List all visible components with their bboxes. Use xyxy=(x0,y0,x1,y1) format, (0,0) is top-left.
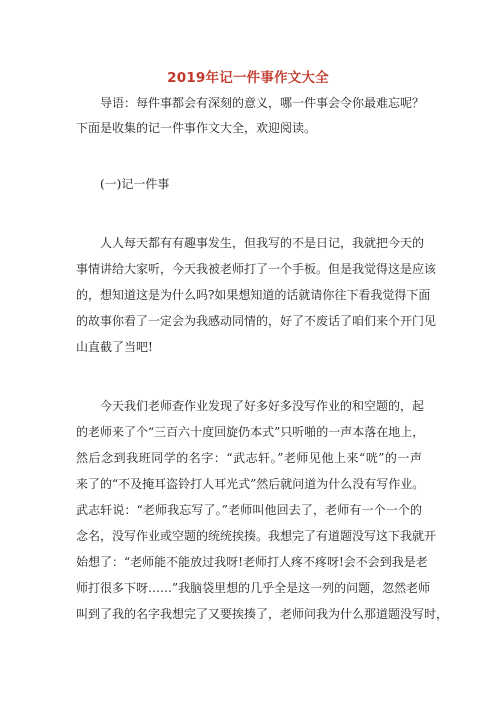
paragraph-line: 的，想知道这是为什么吗?如果想知道的话就请你往下看我觉得下面 xyxy=(76,288,431,302)
intro-line: 导语：每件事都会有深刻的意义，哪一件事会令你最难忘呢？ xyxy=(100,96,425,110)
intro-line: 下面是收集的记一件事作文大全，欢迎阅读。 xyxy=(76,121,317,135)
paragraph-line: 叫到了我的名字我想完了又要挨揍了，老师问我为什么那道题没写时， xyxy=(76,607,449,621)
paragraph-line: 念名，没写作业或空题的统统挨揍。我想完了有道题没写这下我就开 xyxy=(76,529,437,543)
paragraph-line: 始想了：“老师能不能放过我呀!老师打人疼不疼呀!会不会到我是老 xyxy=(76,555,428,569)
document-title: 2019年记一件事作文大全 xyxy=(167,70,329,86)
paragraph-line: 今天我们老师查作业发现了好多好多没写作业的和空题的，起 xyxy=(100,399,425,413)
paragraph-line: 来了的“不及掩耳盗铃打人耳光式”然后就问道为什么没有写作业。 xyxy=(76,477,425,491)
paragraph-line: 山直截了当吧! xyxy=(76,340,153,354)
paragraph-line: 的故事你看了一定会为我感动同情的，好了不废话了咱们来个开门见 xyxy=(76,314,437,328)
paragraph-line: 事情讲给大家听，今天我被老师打了一个手板。但是我觉得这是应该 xyxy=(76,262,437,276)
paragraph-line: 武志轩说：“老师我忘写了。”老师叫他回去了，老师有一个一个的 xyxy=(76,503,422,517)
section-heading: (一)记一件事 xyxy=(100,177,170,191)
paragraph-line: 人人每天都有有趣事发生，但我写的不是日记，我就把今天的 xyxy=(100,236,425,250)
paragraph-line: 师打很多下呀……”我脑袋里想的几乎全是这一列的问题，忽然老师 xyxy=(76,581,431,595)
paragraph-line: 然后念到我班同学的名字：“武志轩。”老师见他上来“咣”的一声 xyxy=(76,451,422,465)
paragraph-line: 的老师来了个“三百六十度回旋仍本式”只听啪的一声本落在地上， xyxy=(76,425,425,439)
